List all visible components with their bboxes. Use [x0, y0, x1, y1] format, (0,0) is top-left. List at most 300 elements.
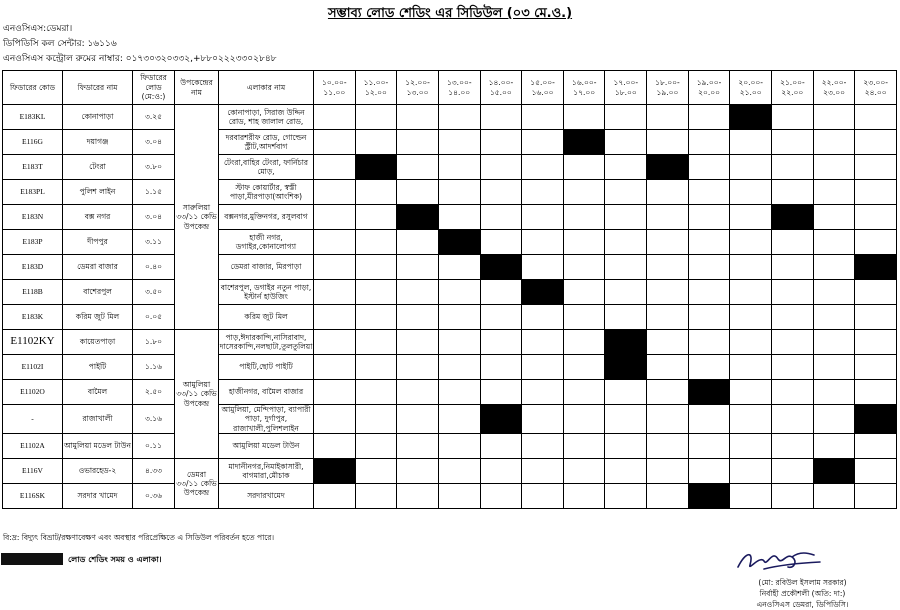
shed-cell — [730, 280, 772, 305]
shed-cell — [813, 205, 855, 230]
shed-cell — [647, 105, 689, 130]
feeder-code: E1102A — [3, 434, 63, 459]
shed-cell — [355, 459, 397, 484]
feeder-code: E183KL — [3, 105, 63, 130]
feeder-name: দীপপুর — [63, 230, 133, 255]
shed-cell — [730, 155, 772, 180]
feeder-row — [3, 180, 897, 205]
shed-cell — [397, 434, 439, 459]
feeder-name: কায়েতপাড়া — [63, 330, 133, 355]
shed-cell — [688, 434, 730, 459]
shed-cell — [772, 230, 814, 255]
shed-cell — [730, 255, 772, 280]
feeder-load: ৩.০৪ — [133, 205, 175, 230]
feeder-load: ২.৫০ — [133, 380, 175, 405]
shed-cell — [480, 280, 522, 305]
shed-cell — [480, 484, 522, 509]
col-time-slot: ১২.০০- ১৩.০০ — [397, 71, 439, 105]
shed-cell — [397, 230, 439, 255]
shed-cell — [730, 355, 772, 380]
feeder-code: - — [3, 405, 63, 434]
feeder-name: ওভারহেড-২ — [63, 459, 133, 484]
area-name: কোনাপাড়া, সিরাজ উদ্দিন রোড, শাহ জালাল রোড, — [219, 105, 314, 130]
feeder-row — [3, 355, 897, 380]
area-name: পাড়,ঈদারকান্দি,নাসিরাবাদ, দাসেরকান্দি,নলছাটা,তুলতুলিয়া — [219, 330, 314, 355]
shed-cell-active — [855, 255, 897, 280]
col-time-slot: ২৩.০০- ২৪.০০ — [855, 71, 897, 105]
shed-cell — [480, 130, 522, 155]
shed-cell — [563, 434, 605, 459]
shed-cell — [355, 255, 397, 280]
shed-cell-active — [438, 230, 480, 255]
shed-cell — [730, 484, 772, 509]
shed-cell — [314, 330, 356, 355]
call-center: ডিপিডিসি কল সেন্টার: ১৬১১৬ — [3, 39, 117, 49]
signature-image — [734, 545, 824, 577]
shed-cell-active — [605, 355, 647, 380]
shed-cell — [355, 105, 397, 130]
shed-cell — [647, 280, 689, 305]
shed-cell — [563, 380, 605, 405]
area-name: সরদারখামেদ — [219, 484, 314, 509]
shed-cell — [605, 180, 647, 205]
shed-cell — [772, 484, 814, 509]
area-name: মাদানীনগর,নিমাইকাসারী, বাগমারা,মৌচাক — [219, 459, 314, 484]
shed-cell — [314, 280, 356, 305]
feeder-load: ৩.৮০ — [133, 155, 175, 180]
shed-cell — [772, 405, 814, 434]
feeder-row — [3, 130, 897, 155]
feeder-code: E1102I — [3, 355, 63, 380]
shed-cell-active — [647, 155, 689, 180]
shed-cell — [563, 180, 605, 205]
shed-cell — [855, 355, 897, 380]
header-row — [3, 71, 897, 105]
shed-cell — [605, 255, 647, 280]
shed-cell — [438, 255, 480, 280]
feeder-row — [3, 305, 897, 330]
area-name: হাজীনগর, বামৈল বাজার — [219, 380, 314, 405]
feeder-row — [3, 380, 897, 405]
shed-cell — [355, 434, 397, 459]
shed-cell — [688, 105, 730, 130]
feeder-row — [3, 230, 897, 255]
shed-cell-active — [480, 405, 522, 434]
shed-cell — [772, 280, 814, 305]
shed-cell — [647, 180, 689, 205]
shed-cell — [730, 434, 772, 459]
shed-cell — [397, 180, 439, 205]
col-time-slot: ১৫.০০- ১৬.০০ — [522, 71, 564, 105]
shed-cell — [855, 330, 897, 355]
shed-cell-active — [730, 105, 772, 130]
shed-cell — [772, 180, 814, 205]
shed-cell — [438, 205, 480, 230]
shed-cell — [438, 355, 480, 380]
col-time-slot: ২১.০০- ২২.০০ — [772, 71, 814, 105]
area-name: বক্সনগর,মুক্তিনগর, রসুলবাগ — [219, 205, 314, 230]
feeder-code: E1102KY — [3, 330, 63, 355]
feeder-load: ৩.২৫ — [133, 105, 175, 130]
shed-cell — [522, 180, 564, 205]
shed-cell — [314, 205, 356, 230]
signatory-title: নির্বাহী প্রকৌশলী (অতি: দা:) — [759, 589, 846, 598]
shed-cell — [314, 434, 356, 459]
shed-cell — [730, 330, 772, 355]
feeder-load: ৩.১৬ — [133, 405, 175, 434]
col-feeder-load: ফিডারের লোড (মে:ও:) — [133, 71, 175, 105]
feeder-load: ০.১১ — [133, 434, 175, 459]
area-name: ডেমরা বাজার, মিরপাড়া — [219, 255, 314, 280]
feeder-load: ০.৪০ — [133, 255, 175, 280]
shed-cell — [314, 355, 356, 380]
shed-cell — [647, 130, 689, 155]
shed-cell — [688, 155, 730, 180]
col-time-slot: ১০.০০- ১১.০০ — [314, 71, 356, 105]
shed-cell — [813, 484, 855, 509]
disclaimer-note: বি:দ্র: বিদ্যুৎ বিভ্রাট/রক্ষণাবেক্ষণ এবং অবস্থার পরিপ্রেক্ষিতে এ সিডিউল পরিবর্তন হতে পারে। — [3, 533, 275, 542]
shed-cell-active — [855, 405, 897, 434]
feeder-name: বামৈল — [63, 380, 133, 405]
shed-cell — [438, 155, 480, 180]
substation-name: আমুলিয়া ৩৩/১১ কেভি উপকেন্দ্র — [175, 330, 219, 459]
feeder-load: ০.০৫ — [133, 305, 175, 330]
shed-cell — [355, 405, 397, 434]
shed-cell — [480, 380, 522, 405]
shed-cell — [314, 380, 356, 405]
shed-cell — [772, 355, 814, 380]
page-title: সম্ভাব্য লোড শেডিং এর সিডিউল (০৩ মে.ও.) — [327, 6, 573, 21]
schedule-body — [3, 105, 897, 509]
feeder-row — [3, 405, 897, 434]
shed-cell — [314, 180, 356, 205]
shed-cell — [605, 230, 647, 255]
shed-cell — [397, 105, 439, 130]
shed-cell — [813, 355, 855, 380]
shed-cell — [855, 205, 897, 230]
shed-cell — [772, 305, 814, 330]
col-time-slot: ১৪.০০- ১৫.০০ — [480, 71, 522, 105]
shed-cell — [605, 405, 647, 434]
shed-cell-active — [355, 155, 397, 180]
shed-cell — [355, 230, 397, 255]
shed-cell — [855, 230, 897, 255]
feeder-load: ১.৮০ — [133, 330, 175, 355]
shed-cell-active — [480, 255, 522, 280]
shed-cell — [522, 230, 564, 255]
shed-cell-active — [563, 130, 605, 155]
shed-cell — [855, 130, 897, 155]
feeder-name: দয়াগঞ্জ — [63, 130, 133, 155]
shed-cell — [855, 459, 897, 484]
shed-cell — [563, 255, 605, 280]
feeder-row — [3, 434, 897, 459]
shed-cell — [438, 484, 480, 509]
feeder-load: ৩.১১ — [133, 230, 175, 255]
shed-cell — [855, 280, 897, 305]
shed-cell — [480, 180, 522, 205]
feeder-code: E118B — [3, 280, 63, 305]
legend-swatch — [1, 553, 63, 565]
shed-cell-active — [605, 330, 647, 355]
feeder-row — [3, 105, 897, 130]
shed-cell — [522, 330, 564, 355]
shed-cell-active — [772, 205, 814, 230]
shed-cell — [397, 255, 439, 280]
shed-cell — [397, 305, 439, 330]
shed-cell — [397, 355, 439, 380]
col-time-slot: ২০.০০- ২১.০০ — [730, 71, 772, 105]
shed-cell — [355, 180, 397, 205]
shed-cell — [563, 459, 605, 484]
shed-cell — [438, 105, 480, 130]
feeder-name: বক্স নগর — [63, 205, 133, 230]
shed-cell — [647, 330, 689, 355]
shed-cell-active — [314, 459, 356, 484]
col-substation: উপকেন্দ্রের নাম — [175, 71, 219, 105]
shed-cell — [438, 405, 480, 434]
feeder-code: E183K — [3, 305, 63, 330]
area-name: স্টাফ কোয়ার্টার, স্বস্তী পাড়া,মীরপাড়া(আংশিক) — [219, 180, 314, 205]
col-time-slot: ১৭.০০- ১৮.০০ — [605, 71, 647, 105]
shed-cell — [480, 330, 522, 355]
shed-cell — [438, 305, 480, 330]
shed-cell — [772, 330, 814, 355]
area-name: দরবারশরীফ রোড, গোল্ডেন স্ট্রীট,আদর্শবাগ — [219, 130, 314, 155]
feeder-row — [3, 330, 897, 355]
shed-cell — [480, 305, 522, 330]
feeder-load: ৩.৫০ — [133, 280, 175, 305]
shed-cell — [855, 484, 897, 509]
shed-cell — [314, 230, 356, 255]
feeder-row — [3, 155, 897, 180]
shed-cell — [563, 355, 605, 380]
feeder-load: ১.১৫ — [133, 180, 175, 205]
feeder-load: ০.৩৬ — [133, 484, 175, 509]
area-name: বাশেরপুল, ডগাইর নতুন পাড়া, ইস্টার্ন হাউজিং — [219, 280, 314, 305]
feeder-code: E1102O — [3, 380, 63, 405]
shed-cell — [772, 459, 814, 484]
shed-cell — [772, 434, 814, 459]
shed-cell — [563, 230, 605, 255]
shed-cell — [813, 305, 855, 330]
feeder-name: সরদার খামেদ — [63, 484, 133, 509]
load-shedding-schedule-table — [2, 70, 897, 509]
substation-name: ডেমরা ৩৩/১১ কেভি উপকেন্দ্র — [175, 459, 219, 509]
shed-cell — [688, 280, 730, 305]
col-time-slot: ২২.০০- ২৩.০০ — [813, 71, 855, 105]
shed-cell — [605, 105, 647, 130]
feeder-name: কোনাপাড়া — [63, 105, 133, 130]
shed-cell — [563, 280, 605, 305]
shed-cell — [563, 405, 605, 434]
shed-cell — [480, 155, 522, 180]
col-time-slot: ১৩.০০- ১৪.০০ — [438, 71, 480, 105]
shed-cell — [730, 180, 772, 205]
shed-cell — [522, 305, 564, 330]
shed-cell — [730, 380, 772, 405]
col-area: এলাকার নাম — [219, 71, 314, 105]
shed-cell — [813, 380, 855, 405]
feeder-name: পাইটি — [63, 355, 133, 380]
shed-cell — [605, 484, 647, 509]
shed-cell — [605, 305, 647, 330]
col-time-slot: ১১.০০- ১২.০০ — [355, 71, 397, 105]
feeder-load: ১.১৬ — [133, 355, 175, 380]
shed-cell — [688, 355, 730, 380]
shed-cell — [647, 484, 689, 509]
shed-cell-active — [688, 484, 730, 509]
shed-cell — [855, 434, 897, 459]
shed-cell — [397, 405, 439, 434]
shed-cell — [355, 355, 397, 380]
col-time-slot: ১৮.০০- ১৯.০০ — [647, 71, 689, 105]
shed-cell — [522, 380, 564, 405]
shed-cell — [355, 130, 397, 155]
feeder-code: E183P — [3, 230, 63, 255]
shed-cell — [480, 205, 522, 230]
shed-cell — [647, 355, 689, 380]
area-name: আমুলিয়া মডেল টাউন — [219, 434, 314, 459]
shed-cell — [688, 305, 730, 330]
shed-cell — [605, 459, 647, 484]
shed-cell — [438, 459, 480, 484]
shed-cell — [522, 355, 564, 380]
shed-cell — [522, 255, 564, 280]
shed-cell — [813, 405, 855, 434]
shed-cell — [605, 380, 647, 405]
shed-cell — [480, 459, 522, 484]
feeder-name: টেংরা — [63, 155, 133, 180]
shed-cell — [355, 205, 397, 230]
control-room-numbers: এনওসিএস কন্ট্রোল রুমের নাম্বার: ০১৭৩০৩২০৩৩২,+৮৮০২২২৩৩০২৮৪৮ — [3, 54, 277, 64]
shed-cell — [730, 205, 772, 230]
feeder-row — [3, 255, 897, 280]
shed-cell — [605, 205, 647, 230]
shed-cell — [480, 434, 522, 459]
feeder-name: পুলিশ লাইন — [63, 180, 133, 205]
feeder-load: ৩.০৪ — [133, 130, 175, 155]
shed-cell — [355, 484, 397, 509]
shed-cell — [438, 130, 480, 155]
shed-cell — [563, 155, 605, 180]
legend-label: লোড শেডিং সময় ও এলাকা। — [68, 555, 162, 564]
shed-cell — [688, 205, 730, 230]
shed-cell — [813, 155, 855, 180]
shed-cell — [397, 380, 439, 405]
shed-cell — [397, 459, 439, 484]
col-time-slot: ১৯.০০- ২০.০০ — [688, 71, 730, 105]
shed-cell — [438, 280, 480, 305]
shed-cell — [730, 405, 772, 434]
shed-cell — [855, 155, 897, 180]
feeder-row — [3, 280, 897, 305]
shed-cell — [813, 255, 855, 280]
shed-cell — [647, 434, 689, 459]
shed-cell-active — [688, 380, 730, 405]
office-name: এনওসিএস:ডেমরা। — [3, 24, 73, 34]
feeder-row — [3, 459, 897, 484]
feeder-name: করিম জুট মিল — [63, 305, 133, 330]
shed-cell — [397, 155, 439, 180]
shed-cell — [563, 330, 605, 355]
shed-cell-active — [522, 280, 564, 305]
shed-cell — [355, 280, 397, 305]
shed-cell — [730, 305, 772, 330]
shed-cell — [522, 105, 564, 130]
shed-cell — [314, 255, 356, 280]
area-name: করিম জুট মিল — [219, 305, 314, 330]
shed-cell — [522, 405, 564, 434]
shed-cell — [647, 255, 689, 280]
substation-name: সারুলিয়া ৩৩/১১ কেভি উপকেন্দ্র — [175, 105, 219, 330]
shed-cell — [688, 330, 730, 355]
shed-cell — [647, 230, 689, 255]
shed-cell — [314, 405, 356, 434]
shed-cell — [522, 205, 564, 230]
shed-cell — [314, 484, 356, 509]
feeder-name: বাশেরপুল — [63, 280, 133, 305]
feeder-row — [3, 205, 897, 230]
shed-cell — [855, 380, 897, 405]
shed-cell — [438, 380, 480, 405]
shed-cell — [772, 255, 814, 280]
feeder-code: E183D — [3, 255, 63, 280]
shed-cell — [605, 434, 647, 459]
feeder-code: E116V — [3, 459, 63, 484]
shed-cell — [813, 230, 855, 255]
shed-cell — [563, 305, 605, 330]
signatory-name: (মো: রবিউল ইসলাম সরকার) — [758, 578, 847, 587]
shed-cell — [522, 484, 564, 509]
shed-cell — [730, 130, 772, 155]
shed-cell-active — [397, 205, 439, 230]
feeder-code: E116G — [3, 130, 63, 155]
feeder-code: E116SK — [3, 484, 63, 509]
feeder-load: ৪.৩৩ — [133, 459, 175, 484]
feeder-row — [3, 484, 897, 509]
shed-cell — [730, 230, 772, 255]
shed-cell — [730, 459, 772, 484]
shed-cell — [813, 434, 855, 459]
shed-cell — [688, 459, 730, 484]
shed-cell — [688, 230, 730, 255]
shed-cell — [688, 180, 730, 205]
col-time-slot: ১৬.০০- ১৭.০০ — [563, 71, 605, 105]
feeder-name: রাজাখালী — [63, 405, 133, 434]
shed-cell — [314, 305, 356, 330]
shed-cell — [605, 130, 647, 155]
shed-cell — [772, 155, 814, 180]
shed-cell — [647, 380, 689, 405]
shed-cell — [688, 255, 730, 280]
shed-cell — [314, 130, 356, 155]
shed-cell — [355, 305, 397, 330]
shed-cell — [522, 459, 564, 484]
shed-cell — [397, 484, 439, 509]
shed-cell — [855, 105, 897, 130]
shed-cell — [813, 180, 855, 205]
shed-cell — [647, 305, 689, 330]
shed-cell — [563, 205, 605, 230]
shed-cell — [855, 305, 897, 330]
shed-cell — [647, 459, 689, 484]
shed-cell — [522, 434, 564, 459]
shed-cell — [688, 405, 730, 434]
shed-cell — [480, 105, 522, 130]
shed-cell — [813, 105, 855, 130]
shed-cell — [314, 155, 356, 180]
